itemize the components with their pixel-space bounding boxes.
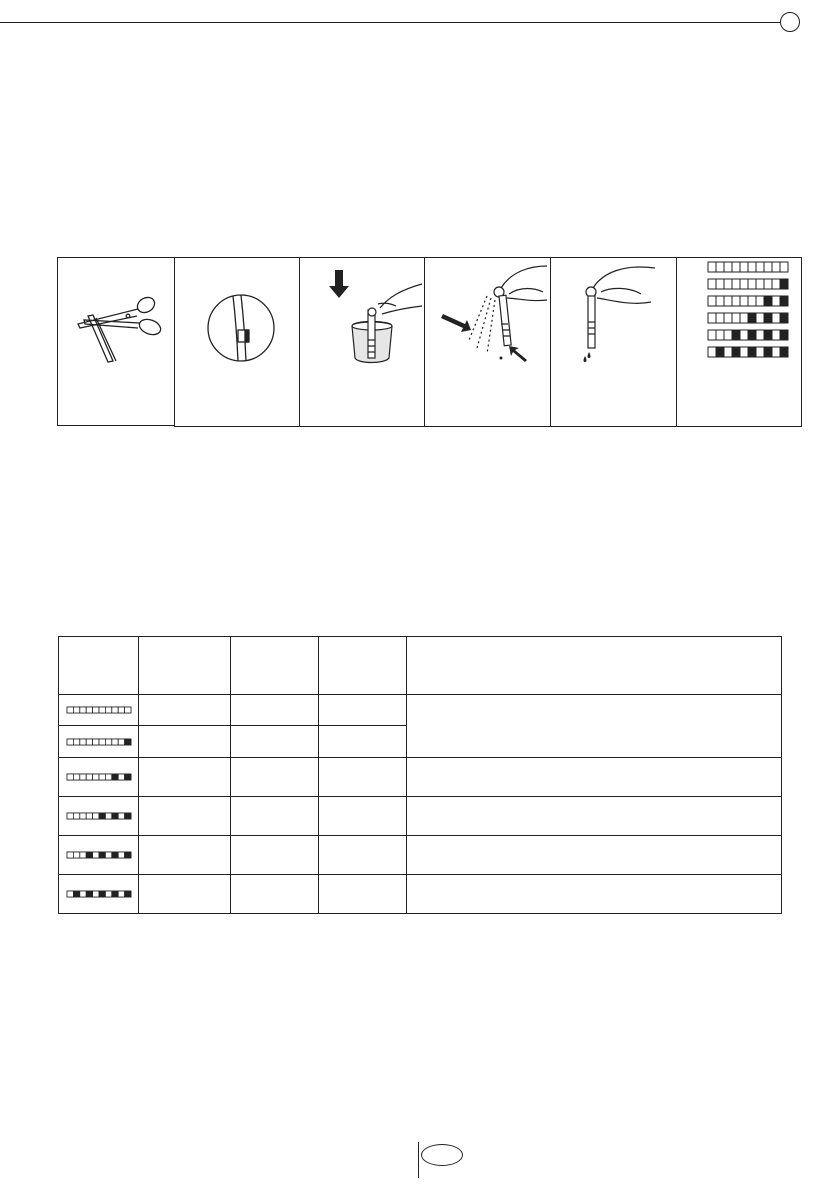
color-scale-square (724, 347, 732, 357)
table-cell (231, 726, 319, 758)
step-panel-wait (550, 257, 677, 427)
color-scale-square (780, 296, 788, 306)
strip-square (111, 707, 117, 713)
strip-square (118, 774, 124, 780)
strip-square (79, 774, 85, 780)
color-scale-square (748, 296, 756, 306)
crop-mark-line (0, 22, 790, 23)
color-scale-square (764, 313, 772, 323)
test-strip-icon (66, 812, 132, 820)
color-scale-square (724, 330, 732, 340)
color-scale-square (724, 313, 732, 323)
color-scale-square (772, 347, 780, 357)
color-scale-square (772, 296, 780, 306)
color-scale-square (716, 313, 724, 323)
strip-square (111, 813, 117, 819)
color-scale-square (740, 262, 748, 272)
strip-square (99, 852, 105, 858)
table-cell (231, 695, 319, 726)
color-scale-square (772, 279, 780, 289)
step-panel-color-scale (676, 257, 802, 427)
test-strip-icon (66, 890, 132, 898)
color-scale-square (764, 347, 772, 357)
test-strip-icon (66, 706, 132, 714)
table-note-cell (407, 875, 782, 914)
strip-square (92, 739, 98, 745)
strip-square (67, 852, 73, 858)
table-cell (319, 875, 407, 914)
color-scale-square (756, 262, 764, 272)
color-scale-icon (677, 258, 803, 428)
table-row (59, 836, 782, 875)
table-note-cell (407, 758, 782, 797)
strip-square (73, 891, 79, 897)
strip-square (67, 774, 73, 780)
strip-square (124, 739, 130, 745)
strip-square (92, 852, 98, 858)
strip-square (79, 852, 85, 858)
color-scale-square (732, 279, 740, 289)
color-scale-row (708, 296, 788, 306)
color-scale-row (708, 279, 788, 289)
color-scale-square (724, 296, 732, 306)
strip-square (73, 707, 79, 713)
strip-square (99, 891, 105, 897)
color-scale-square (756, 330, 764, 340)
color-scale-square (780, 330, 788, 340)
strip-square (105, 852, 111, 858)
color-scale-square (748, 279, 756, 289)
color-scale-square (756, 347, 764, 357)
step-panel-strip-detail (174, 257, 300, 427)
step-panel-cut-strip (57, 257, 175, 426)
table-header-cell (139, 637, 231, 695)
color-scale-square (732, 262, 740, 272)
step-panel-dip-strip (299, 257, 425, 427)
color-scale-square (780, 262, 788, 272)
strip-square (86, 852, 92, 858)
table-cell (139, 695, 231, 726)
table-cell (319, 758, 407, 797)
table-cell (139, 797, 231, 836)
strip-square (92, 707, 98, 713)
strip-square (73, 774, 79, 780)
strip-square (86, 774, 92, 780)
footer-divider (418, 1142, 419, 1178)
color-scale-square (716, 330, 724, 340)
strip-square (92, 813, 98, 819)
table-header-cell (59, 637, 139, 695)
color-scale-square (740, 296, 748, 306)
strip-cell (59, 695, 139, 726)
color-scale-square (772, 330, 780, 340)
table-note-cell (407, 695, 782, 758)
dip-strip-in-glass-icon (300, 258, 426, 428)
color-scale-square (780, 279, 788, 289)
color-scale-square (748, 347, 756, 357)
strip-square (79, 891, 85, 897)
color-scale-square (756, 279, 764, 289)
crop-mark-circle (780, 12, 800, 32)
table-cell (139, 726, 231, 758)
table-row (59, 758, 782, 797)
color-scale-square (716, 262, 724, 272)
strip-square (105, 813, 111, 819)
language-badge (421, 1144, 463, 1166)
color-scale-square (764, 330, 772, 340)
color-scale-square (780, 313, 788, 323)
strip-square (73, 852, 79, 858)
color-scale-square (780, 347, 788, 357)
color-scale-square (716, 347, 724, 357)
color-scale-square (708, 330, 716, 340)
color-scale-square (748, 330, 756, 340)
color-scale-square (708, 296, 716, 306)
strip-cell (59, 875, 139, 914)
color-scale-square (708, 279, 716, 289)
color-scale-square (764, 296, 772, 306)
table-row (59, 695, 782, 726)
strip-square (111, 852, 117, 858)
color-scale-row (708, 347, 788, 357)
strip-square (86, 739, 92, 745)
color-scale-square (772, 313, 780, 323)
table-cell (319, 726, 407, 758)
strip-square (92, 891, 98, 897)
strip-square (118, 891, 124, 897)
color-scale-row (708, 330, 788, 340)
test-strip-icon (66, 773, 132, 781)
strip-square (124, 852, 130, 858)
color-scale-square (724, 279, 732, 289)
table-header-cell (407, 637, 782, 695)
strip-square (118, 852, 124, 858)
strip-square (124, 707, 130, 713)
table-cell (231, 797, 319, 836)
table-note-cell (407, 797, 782, 836)
color-scale-square (732, 296, 740, 306)
scissors-cutting-strip-icon (58, 258, 176, 427)
table-cell (319, 695, 407, 726)
table-row (59, 875, 782, 914)
strip-square (105, 774, 111, 780)
test-strip-icon (66, 738, 132, 746)
color-scale-square (708, 262, 716, 272)
table-cell (231, 836, 319, 875)
color-scale-square (740, 347, 748, 357)
strip-square (99, 739, 105, 745)
strip-square (67, 707, 73, 713)
test-strip-icon (66, 851, 132, 859)
strip-square (99, 813, 105, 819)
color-scale-square (764, 279, 772, 289)
strip-close-up-icon (175, 258, 301, 428)
strip-square (124, 891, 130, 897)
strip-square (105, 707, 111, 713)
table-cell (139, 758, 231, 797)
strip-square (99, 774, 105, 780)
color-scale-square (748, 262, 756, 272)
strip-square (118, 707, 124, 713)
strip-square (99, 707, 105, 713)
color-scale-square (724, 262, 732, 272)
strip-square (79, 739, 85, 745)
table-header-cell (231, 637, 319, 695)
hardness-table (58, 636, 782, 914)
strip-square (118, 739, 124, 745)
color-scale-square (740, 279, 748, 289)
table-cell (319, 797, 407, 836)
table-cell (139, 875, 231, 914)
table-cell (231, 758, 319, 797)
strip-square (111, 774, 117, 780)
strip-square (86, 891, 92, 897)
table-cell (319, 836, 407, 875)
strip-square (111, 891, 117, 897)
table-cell (231, 875, 319, 914)
strip-cell (59, 726, 139, 758)
strip-cell (59, 797, 139, 836)
color-scale-row (708, 313, 788, 323)
color-scale-square (740, 330, 748, 340)
color-scale-square (732, 347, 740, 357)
color-scale-square (708, 313, 716, 323)
strip-square (124, 774, 130, 780)
strip-square (79, 813, 85, 819)
strip-cell (59, 758, 139, 797)
color-scale-square (764, 262, 772, 272)
strip-square (105, 891, 111, 897)
color-scale-square (732, 330, 740, 340)
strip-square (124, 813, 130, 819)
color-scale-square (716, 296, 724, 306)
color-scale-square (732, 313, 740, 323)
color-scale-square (740, 313, 748, 323)
step-panel-shake-strip (424, 257, 551, 427)
table-header-row (59, 637, 782, 695)
shake-strip-icon (425, 258, 552, 428)
strip-square (105, 739, 111, 745)
color-scale-row (708, 262, 788, 272)
color-scale-square (756, 296, 764, 306)
table-row (59, 797, 782, 836)
strip-square (67, 891, 73, 897)
table-header-cell (319, 637, 407, 695)
strip-square (111, 739, 117, 745)
strip-square (118, 813, 124, 819)
color-scale-square (708, 347, 716, 357)
table-note-cell (407, 836, 782, 875)
color-scale-square (748, 313, 756, 323)
strip-square (86, 707, 92, 713)
color-scale-square (716, 279, 724, 289)
strip-square (79, 707, 85, 713)
color-scale-square (772, 262, 780, 272)
table-cell (139, 836, 231, 875)
strip-square (86, 813, 92, 819)
strip-square (67, 739, 73, 745)
color-scale-square (756, 313, 764, 323)
strip-square (73, 739, 79, 745)
strip-cell (59, 836, 139, 875)
strip-square (67, 813, 73, 819)
wait-strip-icon (551, 258, 678, 428)
strip-square (73, 813, 79, 819)
strip-square (92, 774, 98, 780)
